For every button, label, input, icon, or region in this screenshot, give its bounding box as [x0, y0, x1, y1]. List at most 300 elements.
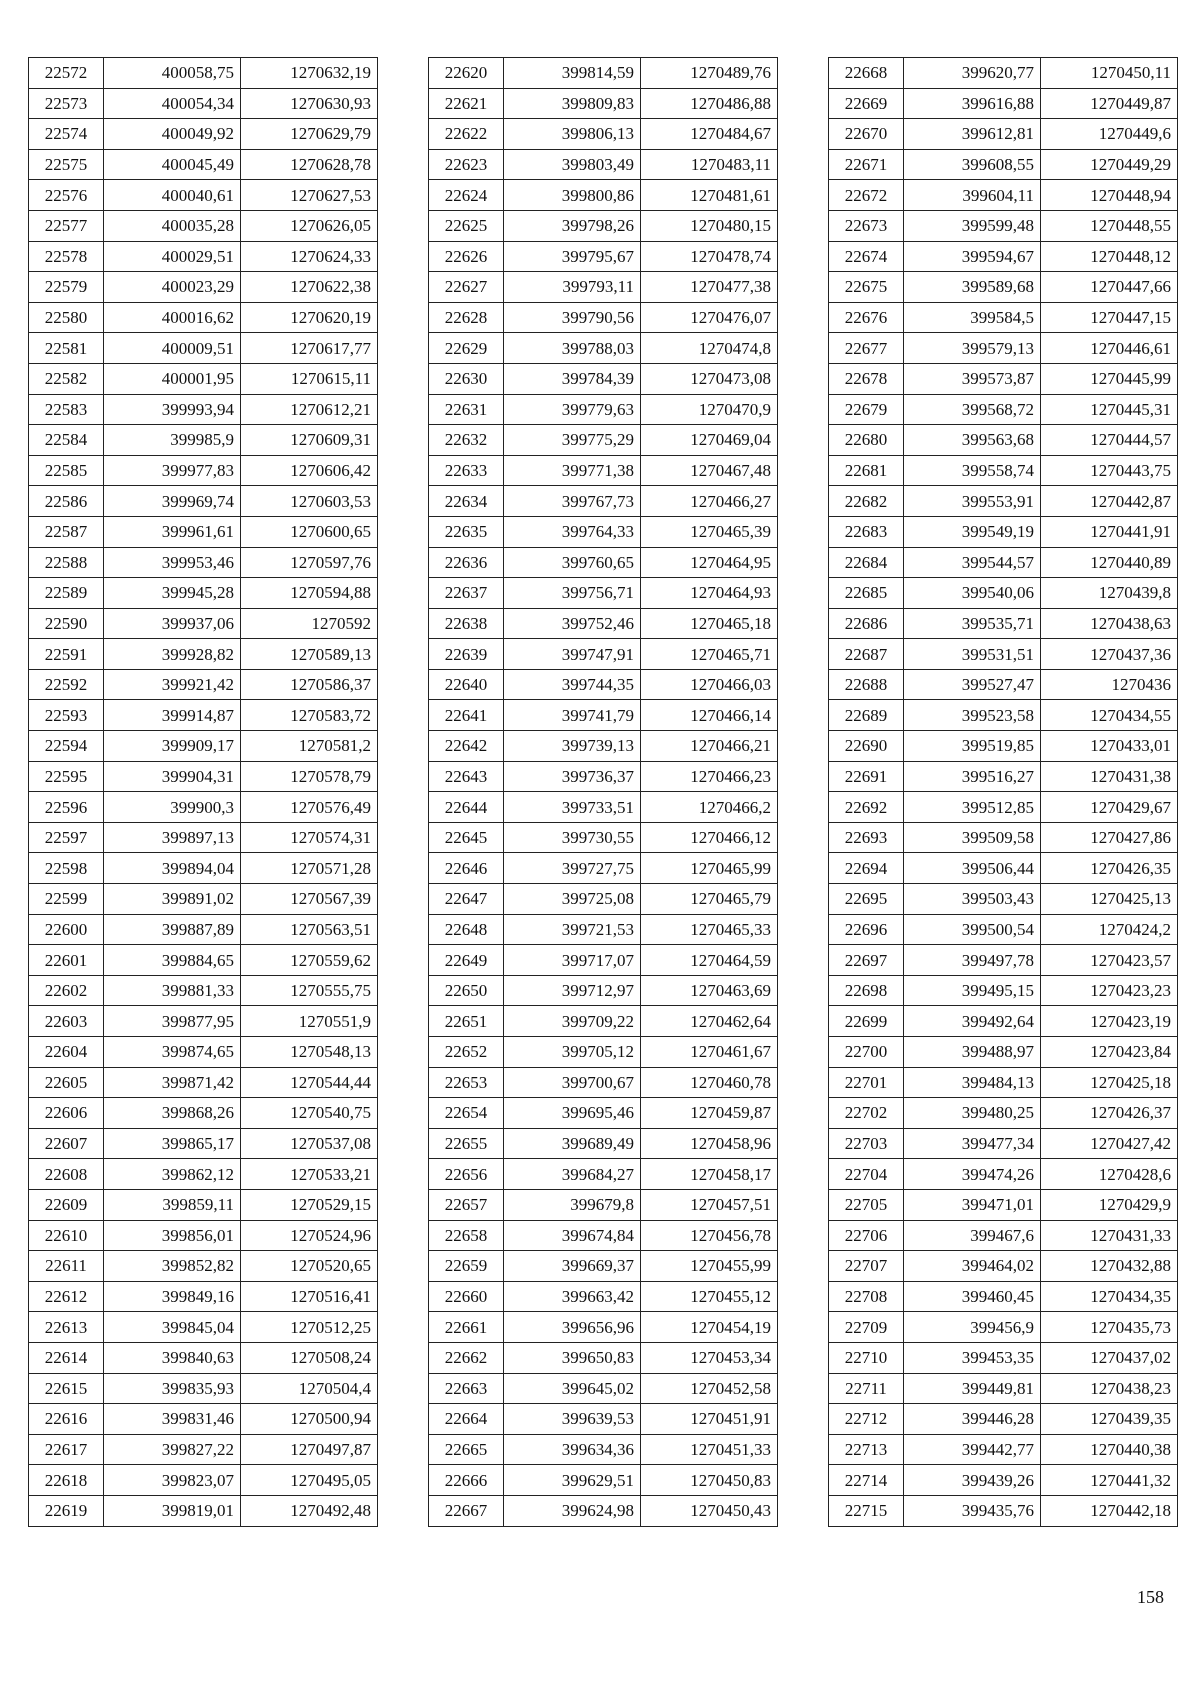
x-coordinate-cell: 399497,78 [904, 945, 1041, 976]
point-number-cell: 22592 [29, 669, 104, 700]
x-coordinate-cell: 399712,97 [504, 975, 641, 1006]
y-coordinate-cell: 1270474,8 [641, 333, 778, 364]
x-coordinate-cell: 400009,51 [104, 333, 241, 364]
x-coordinate-cell: 400035,28 [104, 210, 241, 241]
table-row [429, 1037, 778, 1068]
x-coordinate-cell: 399800,86 [504, 180, 641, 211]
point-number-cell: 22579 [29, 272, 104, 303]
y-coordinate-cell: 1270466,2 [641, 792, 778, 823]
point-number-cell: 22689 [829, 700, 904, 731]
point-number-cell: 22623 [429, 149, 504, 180]
point-number-cell: 22636 [429, 547, 504, 578]
point-number-cell: 22671 [829, 149, 904, 180]
y-coordinate-cell: 1270480,15 [641, 210, 778, 241]
y-coordinate-cell: 1270450,83 [641, 1465, 778, 1496]
y-coordinate-cell: 1270428,6 [1041, 1159, 1178, 1190]
y-coordinate-cell: 1270624,33 [241, 241, 378, 272]
x-coordinate-cell: 399894,04 [104, 853, 241, 884]
y-coordinate-cell: 1270603,53 [241, 486, 378, 517]
x-coordinate-cell: 399784,39 [504, 363, 641, 394]
y-coordinate-cell: 1270465,71 [641, 639, 778, 670]
point-number-cell: 22610 [29, 1220, 104, 1251]
point-number-cell: 22618 [29, 1465, 104, 1496]
point-number-cell: 22635 [429, 516, 504, 547]
x-coordinate-cell: 399471,01 [904, 1189, 1041, 1220]
table-row [29, 608, 378, 639]
x-coordinate-cell: 399695,46 [504, 1098, 641, 1129]
point-number-cell: 22667 [429, 1495, 504, 1526]
x-coordinate-cell: 399779,63 [504, 394, 641, 425]
x-coordinate-cell: 399446,28 [904, 1404, 1041, 1435]
y-coordinate-cell: 1270465,39 [641, 516, 778, 547]
point-number-cell: 22658 [429, 1220, 504, 1251]
x-coordinate-cell: 400001,95 [104, 363, 241, 394]
x-coordinate-cell: 399993,94 [104, 394, 241, 425]
y-coordinate-cell: 1270432,88 [1041, 1251, 1178, 1282]
y-coordinate-cell: 1270465,99 [641, 853, 778, 884]
table-row [829, 1373, 1178, 1404]
x-coordinate-cell: 399549,19 [904, 516, 1041, 547]
y-coordinate-cell: 1270445,99 [1041, 363, 1178, 394]
point-number-cell: 22599 [29, 884, 104, 915]
table-row [829, 1404, 1178, 1435]
point-number-cell: 22594 [29, 731, 104, 762]
table-row [429, 669, 778, 700]
point-number-cell: 22606 [29, 1098, 104, 1129]
x-coordinate-cell: 399674,84 [504, 1220, 641, 1251]
point-number-cell: 22572 [29, 58, 104, 89]
table-row [429, 822, 778, 853]
y-coordinate-cell: 1270586,37 [241, 669, 378, 700]
x-coordinate-cell: 399739,13 [504, 731, 641, 762]
point-number-cell: 22666 [429, 1465, 504, 1496]
y-coordinate-cell: 1270583,72 [241, 700, 378, 731]
x-coordinate-cell: 399721,53 [504, 914, 641, 945]
y-coordinate-cell: 1270516,41 [241, 1281, 378, 1312]
x-coordinate-cell: 399790,56 [504, 302, 641, 333]
point-number-cell: 22595 [29, 761, 104, 792]
x-coordinate-cell: 399563,68 [904, 425, 1041, 456]
x-coordinate-cell: 399945,28 [104, 578, 241, 609]
table-row [429, 425, 778, 456]
table-row [429, 1220, 778, 1251]
point-number-cell: 22713 [829, 1434, 904, 1465]
x-coordinate-cell: 399900,3 [104, 792, 241, 823]
x-coordinate-cell: 399831,46 [104, 1404, 241, 1435]
y-coordinate-cell: 1270441,32 [1041, 1465, 1178, 1496]
point-number-cell: 22682 [829, 486, 904, 517]
y-coordinate-cell: 1270448,55 [1041, 210, 1178, 241]
table-row [29, 1067, 378, 1098]
table-row [829, 792, 1178, 823]
point-number-cell: 22608 [29, 1159, 104, 1190]
point-number-cell: 22591 [29, 639, 104, 670]
coordinates-table-2 [428, 57, 778, 1527]
x-coordinate-cell: 399752,46 [504, 608, 641, 639]
point-number-cell: 22625 [429, 210, 504, 241]
x-coordinate-cell: 399767,73 [504, 486, 641, 517]
table-row [29, 1220, 378, 1251]
table-row [829, 88, 1178, 119]
y-coordinate-cell: 1270473,08 [641, 363, 778, 394]
point-number-cell: 22690 [829, 731, 904, 762]
table-row [429, 516, 778, 547]
point-number-cell: 22670 [829, 119, 904, 150]
table-row [29, 700, 378, 731]
point-number-cell: 22640 [429, 669, 504, 700]
table-row [29, 884, 378, 915]
point-number-cell: 22624 [429, 180, 504, 211]
x-coordinate-cell: 399730,55 [504, 822, 641, 853]
y-coordinate-cell: 1270627,53 [241, 180, 378, 211]
x-coordinate-cell: 399835,93 [104, 1373, 241, 1404]
table-row [429, 455, 778, 486]
x-coordinate-cell: 399814,59 [504, 58, 641, 89]
point-number-cell: 22676 [829, 302, 904, 333]
x-coordinate-cell: 399700,67 [504, 1067, 641, 1098]
y-coordinate-cell: 1270576,49 [241, 792, 378, 823]
y-coordinate-cell: 1270423,57 [1041, 945, 1178, 976]
y-coordinate-cell: 1270520,65 [241, 1251, 378, 1282]
x-coordinate-cell: 399733,51 [504, 792, 641, 823]
point-number-cell: 22701 [829, 1067, 904, 1098]
y-coordinate-cell: 1270578,79 [241, 761, 378, 792]
x-coordinate-cell: 399608,55 [904, 149, 1041, 180]
table-row [29, 547, 378, 578]
table-row [829, 333, 1178, 364]
y-coordinate-cell: 1270478,74 [641, 241, 778, 272]
x-coordinate-cell: 399877,95 [104, 1006, 241, 1037]
x-coordinate-cell: 399435,76 [904, 1495, 1041, 1526]
table-row [429, 1312, 778, 1343]
y-coordinate-cell: 1270465,79 [641, 884, 778, 915]
table-row [29, 853, 378, 884]
point-number-cell: 22675 [829, 272, 904, 303]
table-row [429, 394, 778, 425]
table-row [29, 1281, 378, 1312]
point-number-cell: 22614 [29, 1342, 104, 1373]
x-coordinate-cell: 399795,67 [504, 241, 641, 272]
table-row [429, 914, 778, 945]
table-row [829, 516, 1178, 547]
point-number-cell: 22620 [429, 58, 504, 89]
table-row [29, 333, 378, 364]
x-coordinate-cell: 399845,04 [104, 1312, 241, 1343]
point-number-cell: 22577 [29, 210, 104, 241]
y-coordinate-cell: 1270429,9 [1041, 1189, 1178, 1220]
point-number-cell: 22575 [29, 149, 104, 180]
table-row [429, 302, 778, 333]
table-row [29, 180, 378, 211]
point-number-cell: 22664 [429, 1404, 504, 1435]
y-coordinate-cell: 1270551,9 [241, 1006, 378, 1037]
table-body [429, 58, 778, 1527]
y-coordinate-cell: 1270617,77 [241, 333, 378, 364]
table-row [29, 149, 378, 180]
table-row [829, 363, 1178, 394]
x-coordinate-cell: 399849,16 [104, 1281, 241, 1312]
y-coordinate-cell: 1270628,78 [241, 149, 378, 180]
y-coordinate-cell: 1270476,07 [641, 302, 778, 333]
point-number-cell: 22632 [429, 425, 504, 456]
x-coordinate-cell: 400016,62 [104, 302, 241, 333]
table-row [429, 1373, 778, 1404]
x-coordinate-cell: 399584,5 [904, 302, 1041, 333]
table-row [829, 210, 1178, 241]
y-coordinate-cell: 1270424,2 [1041, 914, 1178, 945]
y-coordinate-cell: 1270423,23 [1041, 975, 1178, 1006]
table-row [829, 975, 1178, 1006]
x-coordinate-cell: 399474,26 [904, 1159, 1041, 1190]
point-number-cell: 22694 [829, 853, 904, 884]
y-coordinate-cell: 1270448,12 [1041, 241, 1178, 272]
x-coordinate-cell: 400054,34 [104, 88, 241, 119]
table-row [829, 1037, 1178, 1068]
x-coordinate-cell: 399953,46 [104, 547, 241, 578]
point-number-cell: 22715 [829, 1495, 904, 1526]
table-row [429, 608, 778, 639]
point-number-cell: 22626 [429, 241, 504, 272]
y-coordinate-cell: 1270492,48 [241, 1495, 378, 1526]
point-number-cell: 22683 [829, 516, 904, 547]
x-coordinate-cell: 399909,17 [104, 731, 241, 762]
x-coordinate-cell: 399573,87 [904, 363, 1041, 394]
point-number-cell: 22601 [29, 945, 104, 976]
point-number-cell: 22616 [29, 1404, 104, 1435]
table-row [29, 1159, 378, 1190]
table-row [429, 578, 778, 609]
point-number-cell: 22704 [829, 1159, 904, 1190]
y-coordinate-cell: 1270470,9 [641, 394, 778, 425]
y-coordinate-cell: 1270439,8 [1041, 578, 1178, 609]
x-coordinate-cell: 400040,61 [104, 180, 241, 211]
point-number-cell: 22687 [829, 639, 904, 670]
x-coordinate-cell: 399669,37 [504, 1251, 641, 1282]
x-coordinate-cell: 399599,48 [904, 210, 1041, 241]
table-row [429, 180, 778, 211]
point-number-cell: 22584 [29, 425, 104, 456]
table-row [29, 914, 378, 945]
point-number-cell: 22678 [829, 363, 904, 394]
point-number-cell: 22600 [29, 914, 104, 945]
table-row [29, 792, 378, 823]
y-coordinate-cell: 1270455,12 [641, 1281, 778, 1312]
x-coordinate-cell: 399500,54 [904, 914, 1041, 945]
y-coordinate-cell: 1270508,24 [241, 1342, 378, 1373]
y-coordinate-cell: 1270609,31 [241, 425, 378, 456]
table-row [429, 945, 778, 976]
point-number-cell: 22621 [429, 88, 504, 119]
y-coordinate-cell: 1270581,2 [241, 731, 378, 762]
table-row [29, 302, 378, 333]
x-coordinate-cell: 399736,37 [504, 761, 641, 792]
table-row [829, 1312, 1178, 1343]
table-row [829, 547, 1178, 578]
point-number-cell: 22646 [429, 853, 504, 884]
y-coordinate-cell: 1270467,48 [641, 455, 778, 486]
coordinates-table-1 [28, 57, 378, 1527]
y-coordinate-cell: 1270443,75 [1041, 455, 1178, 486]
x-coordinate-cell: 400058,75 [104, 58, 241, 89]
table-row [429, 547, 778, 578]
table-row [29, 425, 378, 456]
x-coordinate-cell: 399961,61 [104, 516, 241, 547]
table-row [829, 731, 1178, 762]
point-number-cell: 22668 [829, 58, 904, 89]
x-coordinate-cell: 399865,17 [104, 1128, 241, 1159]
table-row [829, 455, 1178, 486]
coordinates-table-3 [828, 57, 1178, 1527]
table-row [29, 272, 378, 303]
point-number-cell: 22573 [29, 88, 104, 119]
point-number-cell: 22674 [829, 241, 904, 272]
x-coordinate-cell: 399868,26 [104, 1098, 241, 1129]
y-coordinate-cell: 1270489,76 [641, 58, 778, 89]
y-coordinate-cell: 1270429,67 [1041, 792, 1178, 823]
table-row [429, 241, 778, 272]
point-number-cell: 22708 [829, 1281, 904, 1312]
y-coordinate-cell: 1270533,21 [241, 1159, 378, 1190]
x-coordinate-cell: 399456,9 [904, 1312, 1041, 1343]
x-coordinate-cell: 399897,13 [104, 822, 241, 853]
table-row [429, 1465, 778, 1496]
table-row [429, 884, 778, 915]
y-coordinate-cell: 1270548,13 [241, 1037, 378, 1068]
x-coordinate-cell: 399484,13 [904, 1067, 1041, 1098]
y-coordinate-cell: 1270446,61 [1041, 333, 1178, 364]
x-coordinate-cell: 400023,29 [104, 272, 241, 303]
table-row [429, 1342, 778, 1373]
table-row [829, 608, 1178, 639]
y-coordinate-cell: 1270460,78 [641, 1067, 778, 1098]
y-coordinate-cell: 1270606,42 [241, 455, 378, 486]
x-coordinate-cell: 399756,71 [504, 578, 641, 609]
y-coordinate-cell: 1270592 [241, 608, 378, 639]
point-number-cell: 22685 [829, 578, 904, 609]
table-body [829, 58, 1178, 1527]
table-row [429, 210, 778, 241]
point-number-cell: 22661 [429, 1312, 504, 1343]
point-number-cell: 22711 [829, 1373, 904, 1404]
point-number-cell: 22574 [29, 119, 104, 150]
point-number-cell: 22605 [29, 1067, 104, 1098]
point-number-cell: 22629 [429, 333, 504, 364]
y-coordinate-cell: 1270465,18 [641, 608, 778, 639]
y-coordinate-cell: 1270512,25 [241, 1312, 378, 1343]
point-number-cell: 22615 [29, 1373, 104, 1404]
x-coordinate-cell: 399594,67 [904, 241, 1041, 272]
point-number-cell: 22673 [829, 210, 904, 241]
table-row [829, 945, 1178, 976]
table-row [29, 669, 378, 700]
table-row [429, 792, 778, 823]
x-coordinate-cell: 399914,87 [104, 700, 241, 731]
x-coordinate-cell: 399460,45 [904, 1281, 1041, 1312]
point-number-cell: 22627 [429, 272, 504, 303]
y-coordinate-cell: 1270620,19 [241, 302, 378, 333]
table-row [29, 394, 378, 425]
x-coordinate-cell: 399650,83 [504, 1342, 641, 1373]
point-number-cell: 22651 [429, 1006, 504, 1037]
x-coordinate-cell: 399717,07 [504, 945, 641, 976]
x-coordinate-cell: 399806,13 [504, 119, 641, 150]
x-coordinate-cell: 399741,79 [504, 700, 641, 731]
y-coordinate-cell: 1270437,02 [1041, 1342, 1178, 1373]
table-row [29, 1189, 378, 1220]
table-row [829, 853, 1178, 884]
x-coordinate-cell: 399612,81 [904, 119, 1041, 150]
x-coordinate-cell: 399771,38 [504, 455, 641, 486]
table-row [829, 149, 1178, 180]
point-number-cell: 22612 [29, 1281, 104, 1312]
y-coordinate-cell: 1270537,08 [241, 1128, 378, 1159]
x-coordinate-cell: 399506,44 [904, 853, 1041, 884]
point-number-cell: 22709 [829, 1312, 904, 1343]
table-row [429, 1434, 778, 1465]
x-coordinate-cell: 399881,33 [104, 975, 241, 1006]
table-row [829, 700, 1178, 731]
x-coordinate-cell: 399568,72 [904, 394, 1041, 425]
y-coordinate-cell: 1270440,89 [1041, 547, 1178, 578]
x-coordinate-cell: 399439,26 [904, 1465, 1041, 1496]
table-row [29, 455, 378, 486]
point-number-cell: 22580 [29, 302, 104, 333]
y-coordinate-cell: 1270447,15 [1041, 302, 1178, 333]
point-number-cell: 22637 [429, 578, 504, 609]
y-coordinate-cell: 1270612,21 [241, 394, 378, 425]
point-number-cell: 22695 [829, 884, 904, 915]
point-number-cell: 22581 [29, 333, 104, 364]
y-coordinate-cell: 1270455,99 [641, 1251, 778, 1282]
point-number-cell: 22679 [829, 394, 904, 425]
point-number-cell: 22588 [29, 547, 104, 578]
x-coordinate-cell: 399645,02 [504, 1373, 641, 1404]
y-coordinate-cell: 1270437,36 [1041, 639, 1178, 670]
y-coordinate-cell: 1270433,01 [1041, 731, 1178, 762]
y-coordinate-cell: 1270458,17 [641, 1159, 778, 1190]
y-coordinate-cell: 1270462,64 [641, 1006, 778, 1037]
y-coordinate-cell: 1270458,96 [641, 1128, 778, 1159]
table-row [29, 1098, 378, 1129]
y-coordinate-cell: 1270426,35 [1041, 853, 1178, 884]
x-coordinate-cell: 399480,25 [904, 1098, 1041, 1129]
x-coordinate-cell: 399819,01 [104, 1495, 241, 1526]
table-row [29, 975, 378, 1006]
table-row [29, 822, 378, 853]
x-coordinate-cell: 399527,47 [904, 669, 1041, 700]
x-coordinate-cell: 399760,65 [504, 547, 641, 578]
x-coordinate-cell: 399727,75 [504, 853, 641, 884]
point-number-cell: 22693 [829, 822, 904, 853]
point-number-cell: 22688 [829, 669, 904, 700]
y-coordinate-cell: 1270440,38 [1041, 1434, 1178, 1465]
x-coordinate-cell: 399679,8 [504, 1189, 641, 1220]
y-coordinate-cell: 1270626,05 [241, 210, 378, 241]
point-number-cell: 22628 [429, 302, 504, 333]
table-row [429, 119, 778, 150]
table-row [829, 180, 1178, 211]
y-coordinate-cell: 1270427,42 [1041, 1128, 1178, 1159]
y-coordinate-cell: 1270456,78 [641, 1220, 778, 1251]
x-coordinate-cell: 399535,71 [904, 608, 1041, 639]
x-coordinate-cell: 399856,01 [104, 1220, 241, 1251]
table-row [829, 1342, 1178, 1373]
table-row [29, 1006, 378, 1037]
point-number-cell: 22655 [429, 1128, 504, 1159]
point-number-cell: 22662 [429, 1342, 504, 1373]
table-row [829, 1128, 1178, 1159]
point-number-cell: 22644 [429, 792, 504, 823]
